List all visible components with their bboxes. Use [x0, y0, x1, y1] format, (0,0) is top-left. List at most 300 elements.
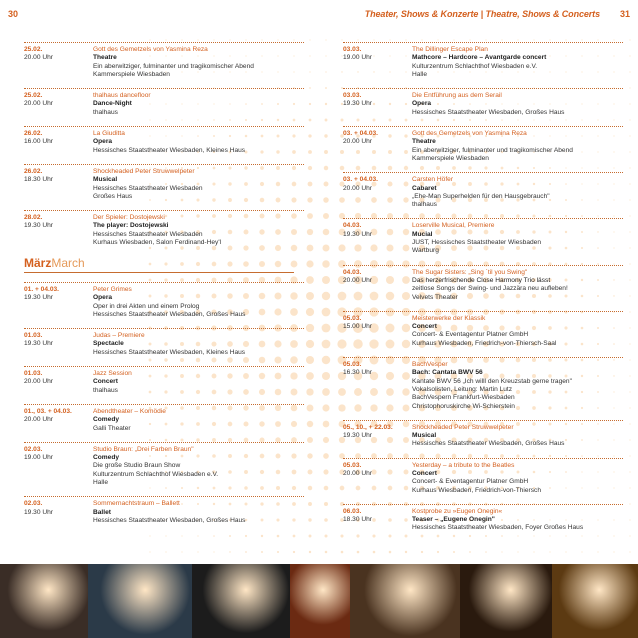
decor-dot — [373, 39, 374, 40]
event-category: Musical — [412, 432, 437, 440]
event-details — [93, 214, 304, 247]
event-date: 01.03. — [24, 370, 43, 378]
event-category: Das herzerfrischende Close Harmony Trio lässt — [412, 276, 551, 284]
event-entry — [24, 42, 304, 79]
event-title: Shockheaded Peter Struwwelpeter — [93, 167, 195, 175]
event-divider — [343, 126, 623, 127]
decor-dot — [324, 486, 329, 491]
decor-dot — [307, 437, 313, 443]
event-time: 19.00 Uhr — [343, 54, 372, 62]
decor-dot — [629, 295, 630, 296]
event-title: Yesterday – a tribute to the Beatles — [412, 461, 515, 469]
event-when — [343, 361, 412, 411]
decor-dot — [324, 166, 328, 170]
event-details — [412, 269, 623, 302]
decor-dot — [421, 551, 423, 553]
decor-dot — [325, 103, 327, 105]
event-date: 01.03. — [24, 332, 43, 340]
event-info-line: thalhaus — [93, 386, 118, 394]
decor-dot — [405, 551, 407, 553]
microphone-photo — [552, 564, 638, 638]
event-title: Peter Grimes — [93, 286, 132, 293]
event-divider — [24, 328, 304, 329]
event-entry — [24, 88, 304, 117]
decor-dot — [213, 551, 214, 552]
event-when — [24, 408, 93, 433]
event-date: 02.03. — [24, 500, 43, 508]
decor-dot — [629, 423, 630, 424]
event-date: 04.03. — [343, 268, 362, 276]
decor-dot — [469, 39, 470, 40]
decor-dot — [629, 359, 630, 360]
decor-dot — [309, 71, 310, 72]
decor-dot — [308, 470, 313, 475]
decor-dot — [245, 551, 247, 553]
decor-dot — [341, 39, 342, 40]
decor-dot — [501, 551, 502, 552]
event-divider — [343, 458, 623, 459]
decor-dot — [149, 535, 150, 536]
right-column — [343, 42, 623, 542]
decor-dot — [325, 39, 326, 40]
left-column — [24, 42, 304, 256]
event-info-line: Kammerspiele Wiesbaden — [412, 154, 489, 162]
decor-dot — [308, 182, 313, 187]
decor-dot — [629, 247, 630, 248]
decor-dot — [323, 197, 329, 203]
event-entry — [343, 458, 623, 495]
event-info-line: Hessisches Staatstheater Wiesbaden, Foyer Großes Haus — [412, 524, 584, 532]
event-title: The Sugar Sisters: „Sing `til you Swing" — [412, 268, 528, 276]
event-entry — [343, 311, 623, 348]
event-divider — [343, 420, 623, 421]
decor-dot — [373, 551, 376, 554]
event-time: 20.00 Uhr — [24, 54, 53, 62]
march-events-left — [24, 282, 304, 525]
event-entry — [24, 442, 304, 487]
event-info-line: Kulturzentrum Schlachthof Wiesbaden e.V. — [93, 470, 219, 478]
decor-dot — [277, 39, 278, 40]
event-title: La Giuditta — [93, 130, 125, 138]
event-date: 03.03. — [343, 92, 362, 100]
event-date: 02.03. — [24, 445, 43, 453]
event-entry — [343, 357, 623, 411]
event-divider — [24, 126, 304, 127]
decor-dot — [306, 260, 313, 267]
event-title: Abendtheater – Komödie — [93, 407, 166, 415]
event-title: Sommernachtstraum – Ballett — [93, 500, 180, 508]
event-info-line: Ein aberwitziger, fulminanter und tragikomischer Abend — [412, 146, 573, 154]
decor-dot — [322, 308, 331, 317]
decor-dot — [325, 71, 326, 72]
decor-dot — [437, 551, 439, 553]
event-info-line: Vokalsolisten, Leitung: Martin Lutz — [412, 385, 513, 393]
decor-dot — [308, 166, 312, 170]
decor-dot — [357, 551, 360, 554]
decor-dot — [629, 199, 630, 200]
event-info-line: Kurhaus Wiesbaden, Friedrich-von-Thiersch-Saal — [412, 339, 557, 347]
decor-dot — [322, 276, 330, 284]
event-when — [343, 508, 412, 533]
theatre-hall-photo — [290, 564, 350, 638]
decor-dot — [501, 39, 502, 40]
event-divider — [24, 404, 304, 405]
month-en: March — [51, 256, 85, 270]
event-when — [24, 46, 93, 79]
event-title: Studio Braun: „Drei Farben Braun" — [93, 445, 194, 453]
dancer-photo — [0, 564, 88, 638]
decor-dot — [629, 439, 630, 440]
event-category: Opera — [93, 138, 113, 146]
event-time: 19.30 Uhr — [24, 340, 53, 348]
decor-dot — [597, 39, 598, 40]
event-time: 19.30 Uhr — [343, 432, 372, 440]
event-title: Carsten Höfer — [412, 176, 454, 184]
event-entry — [24, 366, 304, 395]
left-column-march — [24, 282, 304, 534]
event-divider — [24, 366, 304, 367]
event-date: 26.02. — [24, 130, 43, 138]
event-category: Musical — [93, 176, 118, 184]
event-when — [343, 315, 412, 348]
event-date: 03.03. — [343, 46, 362, 53]
event-entry — [24, 496, 304, 525]
event-category: Theatre — [93, 54, 117, 62]
event-info-line: Hessisches Staatstheater Wiesbaden — [93, 184, 203, 192]
event-info-line: Kammerspiele Wiesbaden — [93, 70, 170, 78]
event-divider — [24, 164, 304, 165]
decor-dot — [309, 39, 310, 40]
decor-dot — [533, 39, 534, 40]
decor-dot — [261, 551, 263, 553]
event-date: 05., 10., + 22.03. — [343, 423, 393, 431]
decor-dot — [453, 39, 454, 40]
decor-dot — [437, 39, 438, 40]
decor-dot — [323, 437, 329, 443]
event-details — [412, 92, 623, 117]
decor-dot — [322, 292, 330, 300]
event-info-line: JUST, Hessisches Staatstheater Wiesbaden — [412, 239, 542, 247]
event-date: 28.02. — [24, 214, 43, 222]
decor-dot — [308, 134, 311, 137]
event-entry — [24, 282, 304, 319]
decor-dot — [165, 551, 166, 552]
event-category: Mucial — [412, 230, 433, 238]
event-info-line: Hessisches Staatstheater Wiesbaden, Großes Haus — [412, 440, 565, 448]
event-category: Concert — [93, 378, 118, 386]
event-info-line: Hessisches Staatstheater Wiesbaden, Kleines Haus — [93, 348, 246, 356]
page-number-left: 30 — [8, 9, 19, 19]
decor-dot — [629, 327, 630, 328]
event-info-line: Ein aberwitziger, fulminanter und tragikomischer Abend — [93, 62, 254, 70]
decor-dot — [261, 39, 262, 40]
event-info-line: thalhaus — [93, 108, 118, 116]
event-info-line: Velvets Theater — [412, 293, 458, 301]
decor-dot — [306, 276, 314, 284]
decor-dot — [324, 134, 327, 137]
event-date: 01. + 04.03. — [24, 286, 60, 293]
event-time: 20.00 Uhr — [343, 184, 372, 192]
event-divider — [343, 504, 623, 505]
decor-dot — [324, 502, 328, 506]
decor-dot — [629, 215, 630, 216]
event-when — [343, 176, 412, 209]
event-when — [24, 500, 93, 525]
event-time: 16.00 Uhr — [24, 138, 53, 146]
event-divider — [24, 496, 304, 497]
decor-dot — [309, 55, 310, 56]
decor-dot — [581, 551, 582, 552]
decor-dot — [307, 453, 312, 458]
decor-dot — [181, 535, 182, 536]
event-info-line: Concert- & Eventagentur Platner GmbH — [412, 331, 529, 339]
decor-dot — [149, 551, 150, 552]
event-category: Concert — [412, 469, 437, 477]
event-when — [343, 462, 412, 495]
singer-photo — [350, 564, 460, 638]
event-divider — [343, 265, 623, 266]
decor-dot — [308, 486, 312, 490]
event-title: Die Entführung aus dem Serail — [412, 92, 502, 100]
decor-dot — [485, 551, 487, 553]
event-divider — [343, 172, 623, 173]
decor-dot — [306, 308, 314, 316]
decor-dot — [581, 39, 582, 40]
event-info-line: Hessisches Staatstheater Wiesbaden, Großes Haus — [93, 310, 246, 318]
event-details — [93, 46, 304, 79]
decor-dot — [261, 535, 263, 537]
decor-dot — [613, 39, 614, 40]
event-when — [24, 286, 93, 319]
decor-dot — [306, 372, 314, 380]
decor-dot — [629, 231, 630, 232]
decor-dot — [629, 375, 630, 376]
decor-dot — [629, 263, 630, 264]
decor-dot — [197, 39, 198, 40]
decor-dot — [613, 551, 614, 552]
event-info-line: Hessisches Staatstheater Wiesbaden — [93, 230, 203, 238]
event-entry — [343, 42, 623, 79]
decor-dot — [629, 151, 630, 152]
event-divider — [343, 357, 623, 358]
decor-dot — [197, 535, 198, 536]
event-category: Opera — [93, 294, 113, 302]
decor-dot — [323, 229, 330, 236]
event-details — [93, 370, 304, 395]
decor-dot — [309, 87, 311, 89]
decor-dot — [149, 39, 150, 40]
month-heading — [24, 256, 294, 270]
event-details — [93, 408, 304, 433]
decor-dot — [629, 391, 630, 392]
decor-dot — [308, 150, 312, 154]
page-number-right: 31 — [619, 9, 630, 19]
decor-dot — [306, 356, 314, 364]
decor-dot — [323, 421, 330, 428]
event-when — [24, 370, 93, 395]
event-entry — [343, 126, 623, 163]
event-entry — [24, 328, 304, 357]
event-details — [412, 46, 623, 79]
decor-dot — [165, 535, 166, 536]
event-when — [343, 269, 412, 302]
event-when — [24, 214, 93, 247]
decor-dot — [629, 407, 630, 408]
event-entry — [343, 88, 623, 117]
event-category: Concert — [412, 323, 437, 331]
decor-dot — [306, 324, 314, 332]
decor-dot — [549, 39, 550, 40]
decor-dot — [307, 197, 312, 202]
event-info-line: „Ehe-Man Superhelden für den Hausgebrauch" — [412, 192, 550, 200]
event-details — [412, 222, 623, 255]
decor-dot — [629, 55, 630, 56]
decor-dot — [309, 551, 311, 553]
event-time: 19.30 Uhr — [24, 222, 53, 230]
decor-dot — [629, 183, 630, 184]
decor-dot — [629, 119, 630, 120]
event-date: 03. + 04.03. — [343, 176, 379, 184]
decor-dot — [245, 39, 246, 40]
decor-dot — [324, 150, 328, 154]
event-date: 01., 03. + 04.03. — [24, 407, 72, 415]
event-entry — [24, 404, 304, 433]
decor-dot — [341, 551, 344, 554]
month-divider — [24, 272, 294, 273]
decor-dot — [629, 167, 630, 168]
decor-dot — [309, 535, 312, 538]
decor-dot — [324, 182, 329, 187]
event-when — [24, 168, 93, 201]
event-time: 20.00 Uhr — [343, 276, 372, 284]
event-category: Dance-Night — [93, 100, 132, 108]
event-info-line: Wartburg — [412, 247, 439, 255]
event-time: 20.00 Uhr — [343, 469, 372, 477]
event-info-line: Großes Haus — [93, 192, 133, 200]
event-time: 20.00 Uhr — [24, 378, 53, 386]
decor-dot — [322, 260, 330, 268]
event-details — [93, 500, 304, 525]
event-when — [343, 424, 412, 449]
event-entry — [24, 126, 304, 155]
decor-dot — [181, 39, 182, 40]
decor-dot — [325, 55, 326, 56]
event-info-line: Kurhaus Wiesbaden, Salon Ferdinand-Hey'l — [93, 239, 222, 247]
event-entry — [343, 218, 623, 255]
event-details — [93, 130, 304, 155]
event-divider — [24, 42, 304, 43]
decor-dot — [323, 453, 329, 459]
event-time: 18.30 Uhr — [343, 516, 372, 524]
event-date: 25.02. — [24, 92, 43, 100]
month-de: März — [24, 256, 52, 270]
event-info-line: Kantate BWV 56 „Ich willl den Kreuzstab gerne tragen" — [412, 377, 572, 385]
event-info-line: Hessisches Staatstheater Wiesbaden, Kleines Haus — [93, 146, 246, 154]
event-time: 19.30 Uhr — [343, 100, 372, 108]
page-header — [8, 9, 630, 23]
decor-dot — [213, 39, 214, 40]
event-category: Bach: Cantata BWV 56 — [412, 369, 483, 377]
event-date: 05.03. — [343, 314, 362, 322]
decor-dot — [629, 503, 630, 504]
decor-dot — [307, 229, 313, 235]
decor-dot — [322, 244, 329, 251]
event-when — [343, 222, 412, 255]
decor-dot — [485, 39, 486, 40]
decor-dot — [629, 135, 630, 136]
decor-dot — [307, 421, 313, 427]
decor-dot — [322, 340, 331, 349]
event-title: Judas – Premiere — [93, 332, 145, 340]
event-date: 06.03. — [343, 507, 362, 515]
decor-dot — [213, 535, 215, 537]
event-details — [412, 361, 623, 411]
decor-dot — [357, 39, 358, 40]
decor-dot — [181, 551, 182, 552]
event-category: Cabaret — [412, 184, 437, 192]
event-entry — [343, 172, 623, 209]
event-time: 20.00 Uhr — [24, 416, 53, 424]
decor-dot — [322, 404, 329, 411]
event-details — [412, 130, 623, 163]
decor-dot — [533, 551, 534, 552]
march-events-right — [343, 42, 623, 533]
decor-dot — [308, 502, 312, 506]
event-info-line: BachVespern Frankfurt-Wiesbaden — [412, 394, 515, 402]
decor-dot — [629, 519, 630, 520]
event-date: 03. + 04.03. — [343, 130, 379, 138]
decor-dot — [325, 87, 327, 89]
decor-dot — [306, 388, 313, 395]
event-details — [412, 424, 623, 449]
decor-dot — [277, 551, 279, 553]
decor-dot — [229, 39, 230, 40]
event-title: Gott des Gemetzels von Yasmina Reza — [412, 130, 527, 138]
event-divider — [343, 218, 623, 219]
event-details — [93, 168, 304, 201]
decor-dot — [629, 103, 630, 104]
event-date: 25.02. — [24, 46, 43, 53]
decor-dot — [307, 405, 314, 412]
event-divider — [343, 88, 623, 89]
event-title: Kostprobe zu »Eugen Onegin« — [412, 507, 503, 515]
event-time: 20.00 Uhr — [24, 100, 53, 108]
decor-dot — [293, 551, 295, 553]
event-details — [412, 508, 623, 533]
event-time: 16.30 Uhr — [343, 369, 372, 377]
event-info-line: Galli Theater — [93, 424, 131, 432]
event-when — [343, 92, 412, 117]
event-details — [93, 446, 304, 487]
decor-dot — [165, 39, 166, 40]
decor-dot — [293, 535, 296, 538]
event-time: 20.00 Uhr — [343, 138, 372, 146]
event-divider — [343, 311, 623, 312]
decor-dot — [389, 551, 392, 554]
event-info-line: Concert- & Eventagentur Platner GmbH — [412, 478, 529, 486]
decor-dot — [629, 39, 630, 40]
band-stage-photo — [88, 564, 192, 638]
event-info-line: Christophoruskirche Wi-Schierstein — [412, 402, 515, 410]
decor-dot — [245, 535, 247, 537]
event-title: Shockheaded Peter Struwwelpeter — [412, 423, 514, 431]
event-details — [93, 286, 304, 319]
event-time: 19.30 Uhr — [24, 294, 53, 302]
decor-dot — [325, 551, 328, 554]
event-details — [93, 92, 304, 117]
decor-dot — [149, 279, 152, 282]
decor-dot — [323, 469, 328, 474]
